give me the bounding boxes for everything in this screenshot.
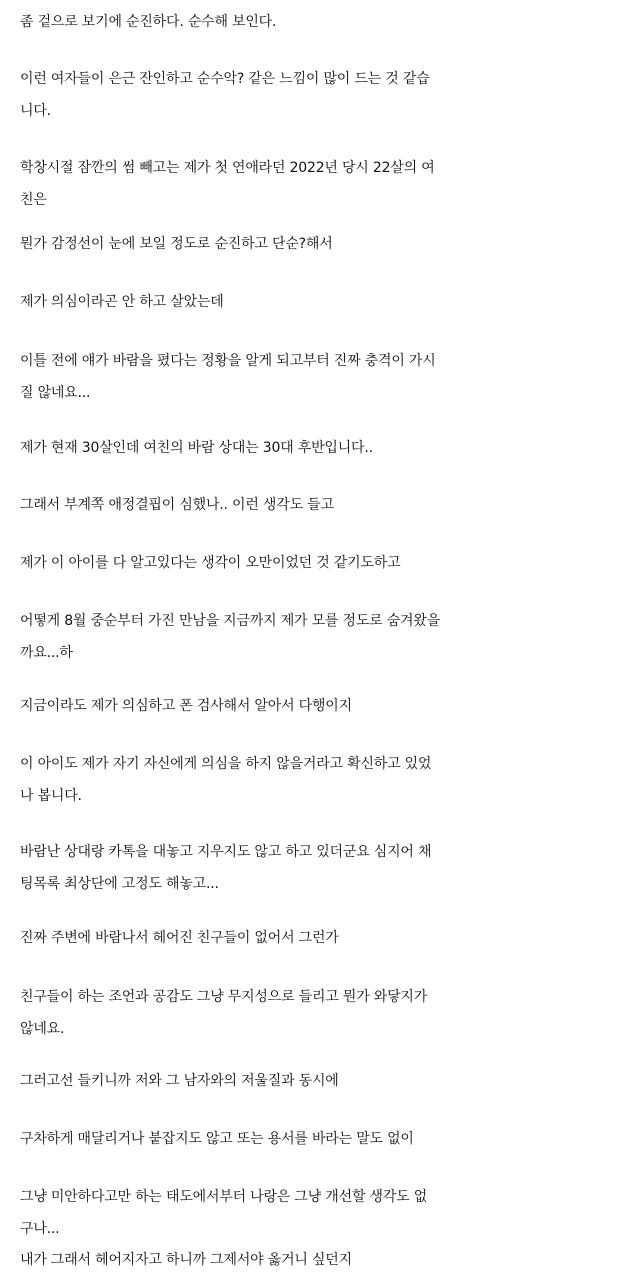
text-line: 나 봅니다. — [20, 788, 82, 804]
text-line: 친은 — [20, 192, 47, 208]
text-line: 학창시절 잠깐의 썸 빼고는 제가 첫 연애라던 2022년 당시 22살의 여 — [20, 160, 435, 176]
text-line: 않네요. — [20, 1021, 65, 1037]
paragraph — [20, 748, 636, 812]
text-line: 그냥 미안하다고만 하는 태도에서부터 나랑은 그냥 개선할 생각도 없 — [20, 1189, 428, 1205]
text-line: 제가 현재 30살인데 여친의 바람 상대는 30대 후반입니다.. — [20, 440, 373, 456]
paragraph — [20, 547, 636, 579]
text-line: 진짜 주변에 바람나서 헤어진 친구들이 없어서 그런가 — [20, 930, 339, 946]
text-line: 구차하게 매달리거나 붙잡지도 않고 또는 용서를 바라는 말도 없이 — [20, 1131, 414, 1147]
paragraph — [20, 1181, 636, 1245]
text-line: 바람난 상대랑 카톡을 대놓고 지우지도 않고 하고 있더군요 심지어 채 — [20, 844, 432, 860]
text-line: 질 않네요... — [20, 385, 91, 401]
text-line: 내가 그래서 헤어지자고 하니까 그제서야 옳거니 싶던지 — [20, 1252, 352, 1268]
paragraph — [20, 286, 636, 318]
paragraph — [20, 345, 636, 409]
text-line: 이틀 전에 얘가 바람을 폈다는 정황을 알게 되고부터 진짜 충격이 가시 — [20, 353, 436, 369]
text-line: 니다. — [20, 103, 51, 119]
paragraph — [20, 489, 636, 521]
text-line: 이 아이도 제가 자기 자신에게 의심을 하지 않을거라고 확신하고 있었 — [20, 756, 432, 772]
text-line: 구나... — [20, 1221, 60, 1237]
text-line: 그래서 부계쪽 애정결핍이 심했나.. 이런 생각도 들고 — [20, 497, 334, 513]
text-line: 제가 이 아이를 다 알고있다는 생각이 오만이었던 것 같기도하고 — [20, 555, 401, 571]
text-line: 좀 겉으로 보기에 순진하다. 순수해 보인다. — [20, 14, 277, 30]
paragraph — [20, 152, 636, 216]
paragraph — [20, 605, 636, 669]
paragraph — [20, 922, 636, 954]
text-line: 팅목록 최상단에 고정도 해놓고... — [20, 876, 219, 892]
text-line: 이런 여자들이 은근 잔인하고 순수악? 같은 느낌이 많이 드는 것 같습 — [20, 71, 430, 87]
paragraph — [20, 690, 636, 722]
paragraph — [20, 63, 636, 127]
paragraph — [20, 1244, 636, 1276]
text-line: 까요...하 — [20, 645, 73, 661]
paragraph — [20, 228, 636, 260]
text-line: 지금이라도 제가 의심하고 폰 검사해서 알아서 다행이지 — [20, 698, 352, 714]
paragraph — [20, 6, 636, 38]
text-line: 친구들이 하는 조언과 공감도 그냥 무지성으로 들리고 뭔가 와닿지가 — [20, 989, 428, 1005]
paragraph — [20, 1065, 636, 1097]
paragraph — [20, 1123, 636, 1155]
text-line: 그러고선 들키니까 저와 그 남자와의 저울질과 동시에 — [20, 1073, 339, 1089]
text-line: 어떻게 8월 중순부터 가진 만남을 지금까지 제가 모를 정도로 숨겨왔을 — [20, 613, 441, 629]
text-line: 제가 의심이라곤 안 하고 살았는데 — [20, 294, 224, 310]
paragraph — [20, 836, 636, 900]
paragraph — [20, 981, 636, 1045]
text-line: 뭔가 감정선이 눈에 보일 정도로 순진하고 단순?해서 — [20, 236, 333, 252]
paragraph — [20, 432, 636, 464]
